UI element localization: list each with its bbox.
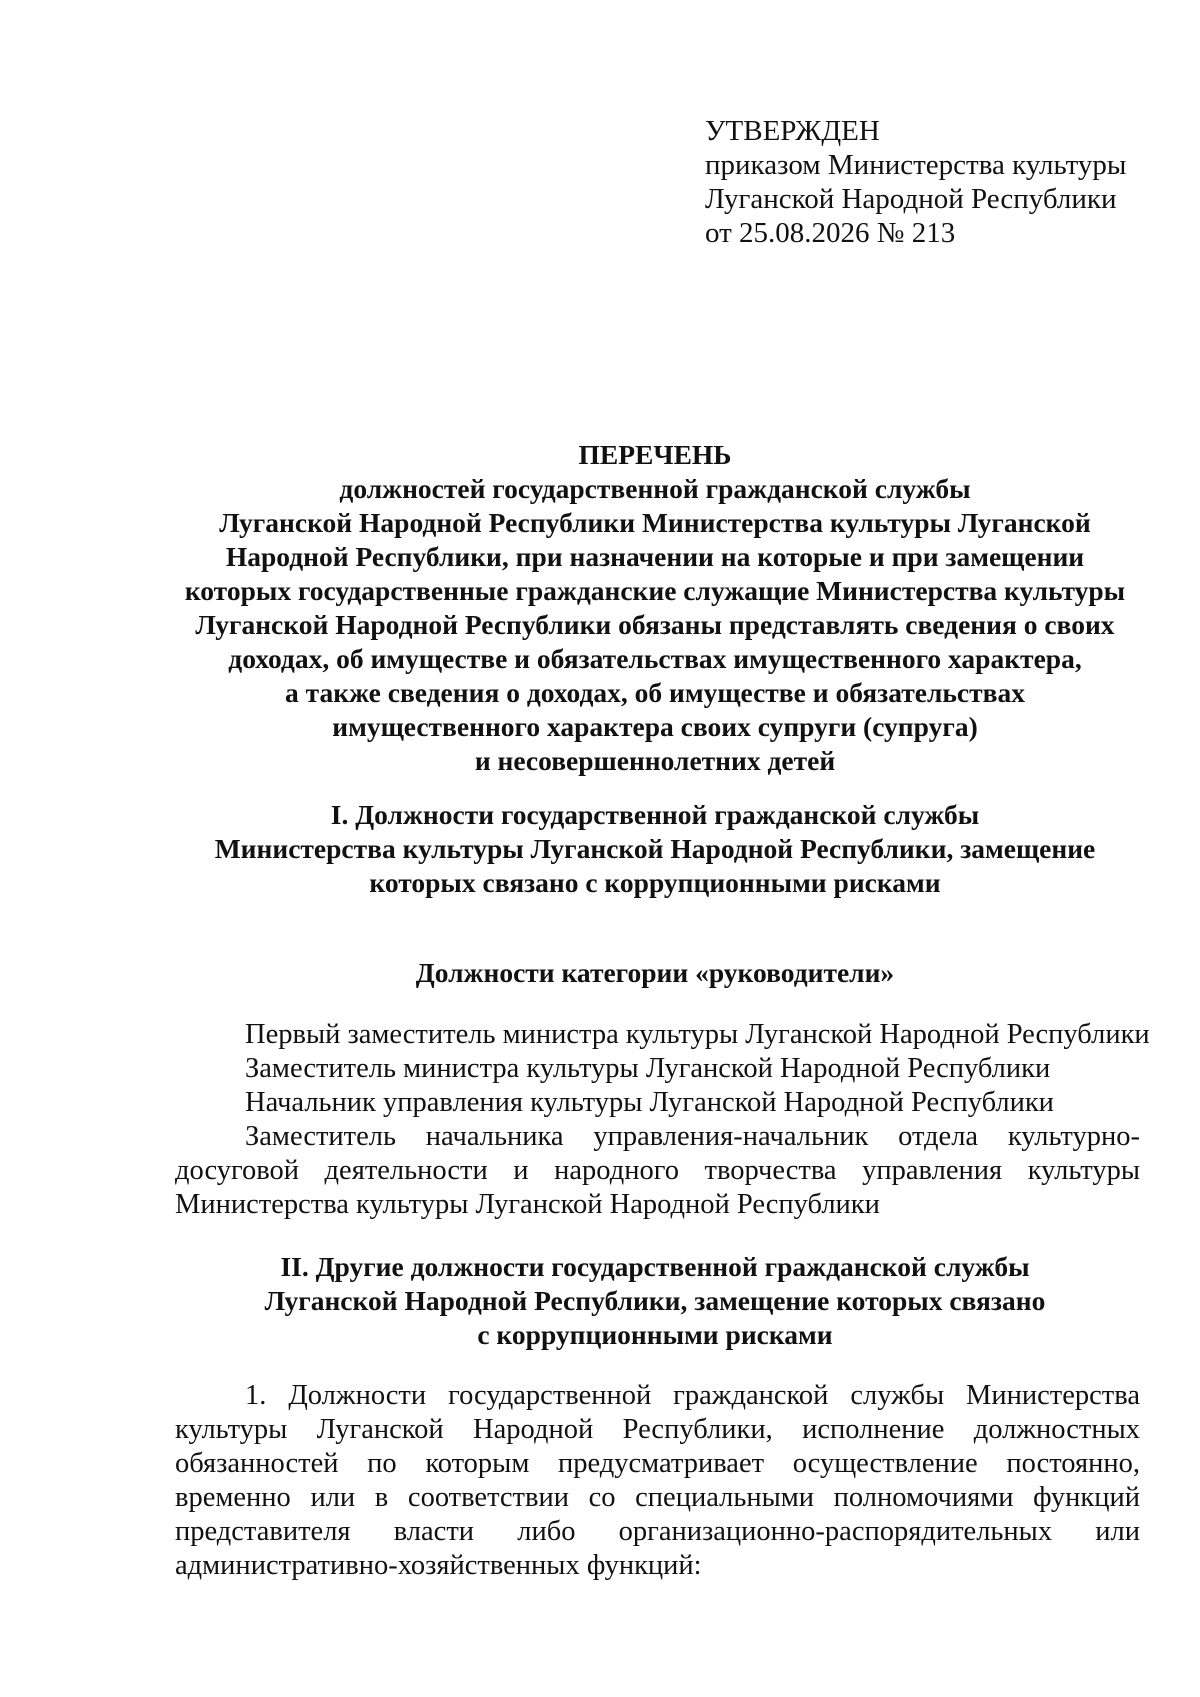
- position-item: Заместитель начальника управления-начальник отдела культурно-досуговой деятельности и народного творчества управления культуры Министерства культуры Луганской Народной Республики: [175, 1121, 1140, 1220]
- title-line: доходах, об имуществе и обязательствах имущественного характера,: [228, 643, 1082, 674]
- title-line: имущественного характера своих супруги (супруга): [332, 711, 978, 742]
- approval-status: УТВЕРЖДЕН: [705, 115, 880, 147]
- section-2-heading-line: II. Другие должности государственной гражданской службы: [280, 1251, 1030, 1282]
- position-item: Первый заместитель министра культуры Луганской Народной Республики: [245, 1019, 1150, 1050]
- position-item: Начальник управления культуры Луганской Народной Республики: [245, 1087, 1054, 1118]
- title-line: Луганской Народной Республики Министерства культуры Луганской: [219, 507, 1091, 538]
- approval-stamp-block: [705, 114, 1126, 250]
- document-title: [160, 438, 1150, 778]
- approval-order-line: приказом Министерства культуры: [705, 149, 1127, 181]
- approval-republic-line: Луганской Народной Республики: [705, 183, 1117, 215]
- title-line: а также сведения о доходах, об имуществе и обязательствах: [285, 677, 1025, 708]
- category-subheading: Должности категории «руководители»: [415, 957, 895, 988]
- position-item: Заместитель министра культуры Луганской Народной Республики: [245, 1053, 1051, 1084]
- title-line: которых государственные гражданские служащие Министерства культуры: [184, 575, 1126, 606]
- title-heading: ПЕРЕЧЕНЬ: [578, 439, 732, 470]
- title-line: должностей государственной гражданской службы: [339, 473, 971, 504]
- section-2-heading-line: с коррупционными рисками: [477, 1319, 833, 1350]
- section-2-heading-line: Луганской Народной Республики, замещение которых связано: [264, 1285, 1046, 1316]
- title-line: Луганской Народной Республики обязаны представлять сведения о своих: [195, 609, 1115, 640]
- section-1-heading-line: которых связано с коррупционными рисками: [369, 867, 941, 898]
- section-1-heading-line: I. Должности государственной гражданской службы: [330, 799, 980, 830]
- title-line: и несовершеннолетних детей: [474, 745, 836, 776]
- section-1-heading-line: Министерства культуры Луганской Народной Республики, замещение: [214, 833, 1096, 864]
- title-line: Народной Республики, при назначении на которые и при замещении: [225, 541, 1085, 572]
- clause-1-paragraph: 1. Должности государственной гражданской службы Министерства культуры Луганской Народной Республики, исполнение должностных обязанностей по которым предусматривает осуществление постоянно, временно или в соответствии со специальными полномочиями функций представителя власти либо организационно-распорядительных или административно-хозяйственных функций:: [175, 1380, 1140, 1581]
- approval-date-number: от 25.08.2026 № 213: [705, 217, 956, 249]
- section-1-heading: [160, 798, 1150, 900]
- section-2-heading: [160, 1250, 1150, 1352]
- position-list: [175, 1018, 1150, 1222]
